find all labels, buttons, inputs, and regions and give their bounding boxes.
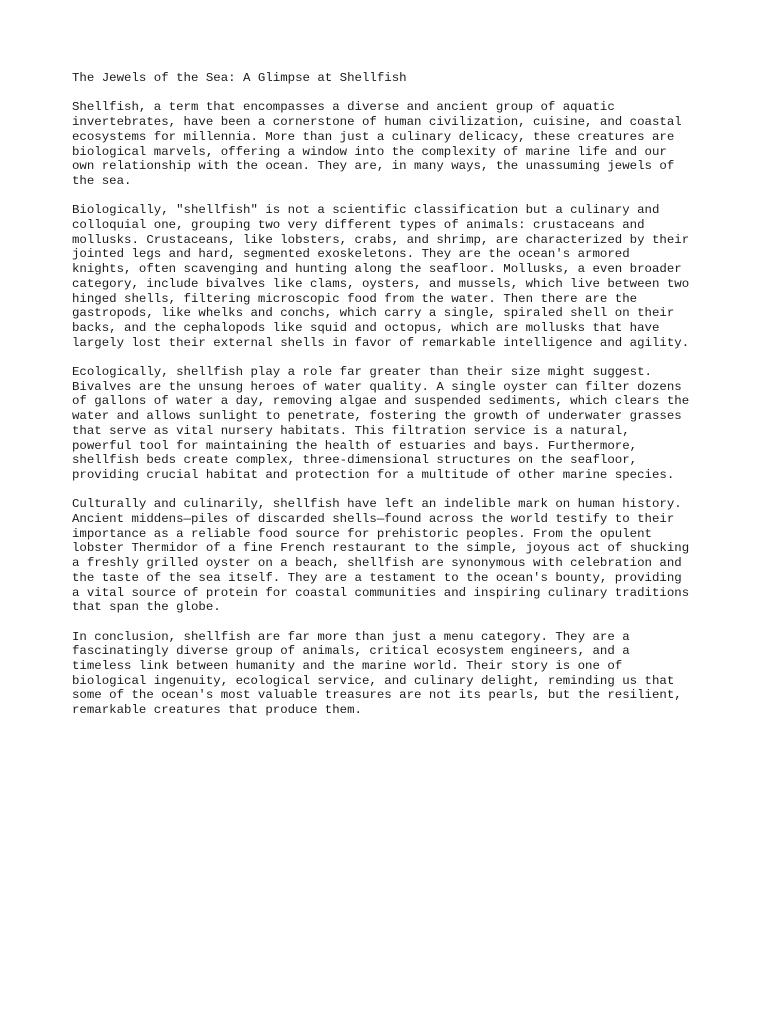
document-title: The Jewels of the Sea: A Glimpse at Shellfish (72, 71, 407, 85)
paragraph-biology: Biologically, "shellfish" is not a scientific classification but a culinary and colloquial one, grouping two very different types of animals: crustaceans and mollusks. Crustaceans, like lobsters, crabs, and shrimp, are characterized by their jointed legs and hard, segmented exoskeletons. They are the ocean's armored knights, often scavenging and hunting along the seafloor. Mollusks, a even broader category, include bivalves like clams, oysters, and mussels, which live between two hinged shells, filtering microscopic food from the water. Then there are the gastropods, like whelks and conchs, which carry a single, spiraled shell on their backs, and the cephalopods like squid and octopus, which are mollusks that have largely lost their external shells in favor of remarkable intelligence and agility. (72, 203, 690, 350)
paragraph-conclusion: In conclusion, shellfish are far more than just a menu category. They are a fascinatingly diverse group of animals, critical ecosystem engineers, and a timeless link between humanity and the marine world. Their story is one of biological ingenuity, ecological service, and culinary delight, reminding us that some of the ocean's most valuable treasures are not its pearls, but the resilient, remarkable creatures that produce them. (72, 629, 682, 718)
paragraph-intro: Shellfish, a term that encompasses a diverse and ancient group of aquatic invertebrates, have been a cornerstone of human civilization, cuisine, and coastal ecosystems for millennia. More than just a culinary delicacy, these creatures are biological marvels, offering a window into the complexity of marine life and our own relationship with the ocean. They are, in many ways, the unassuming jewels of the sea. (72, 100, 682, 188)
paragraph-culture: Culturally and culinarily, shellfish have left an indelible mark on human history. Ancient middens—piles of discarded shells—found across the world testify to their importance as a reliable food source for prehistoric peoples. From the opulent lobster Thermidor of a fine French restaurant to the simple, joyous act of shucking a freshly grilled oyster on a beach, shellfish are synonymous with celebration and the taste of the sea itself. They are a testament to the ocean's bounty, providing a vital source of protein for coastal communities and inspiring culinary traditions that span the globe. (72, 497, 690, 615)
paragraph-ecology: Ecologically, shellfish play a role far greater than their size might suggest. Bivalves are the unsung heroes of water quality. A single oyster can filter dozens of gallons of water a day, removing algae and suspended sediments, which clears the water and allows sunlight to penetrate, fostering the growth of underwater grasses that serve as vital nursery habitats. This filtration service is a natural, powerful tool for maintaining the health of estuaries and bays. Furthermore, shellfish beds create complex, three-dimensional structures on the seafloor, providing crucial habitat and protection for a multitude of other marine species. (72, 365, 690, 482)
document-page (72, 71, 702, 733)
